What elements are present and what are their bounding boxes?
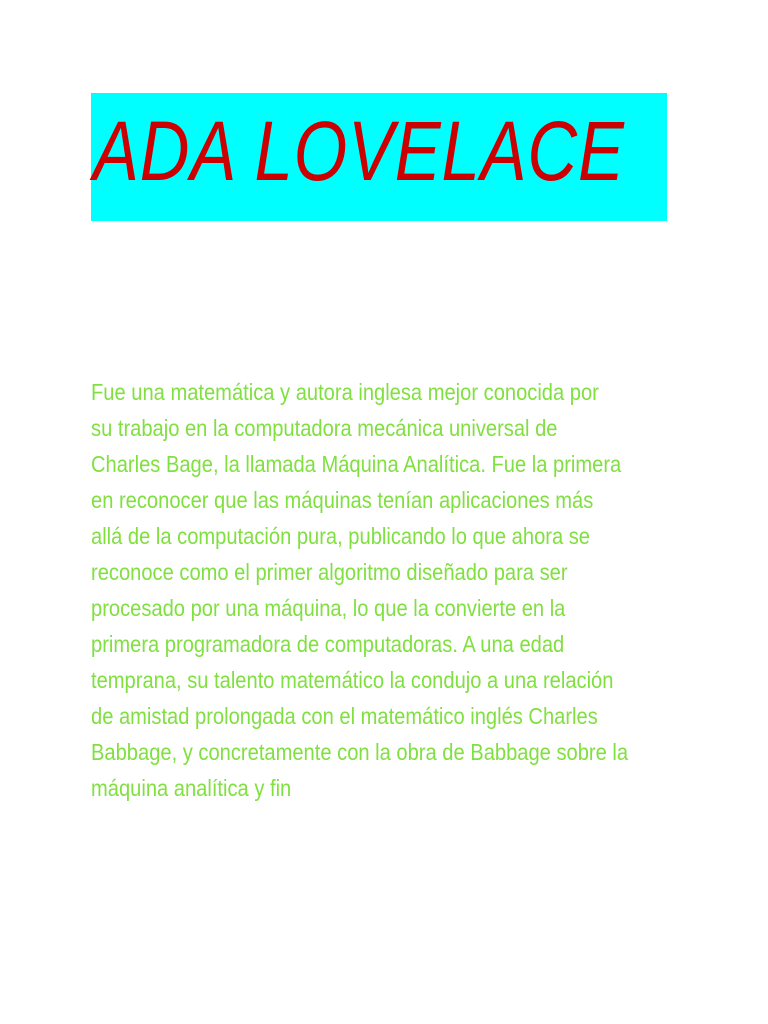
paragraph-line: procesado por una máquina, lo que la convierte en la	[91, 595, 566, 621]
paragraph-line: en reconocer que las máquinas tenían aplicaciones más	[91, 487, 594, 513]
page-title: ADA LOVELACE	[93, 104, 625, 198]
paragraph-line: temprana, su talento matemático la condujo a una relación	[91, 667, 614, 693]
paragraph-line: máquina analítica y fin	[91, 775, 292, 801]
paragraph-line: su trabajo en la computadora mecánica universal de	[91, 415, 558, 441]
paragraph-line: allá de la computación pura, publicando lo que ahora se	[91, 523, 591, 549]
paragraph-line: Fue una matemática y autora inglesa mejor conocida por	[91, 379, 599, 405]
paragraph-line: primera programadora de computadoras. A una edad	[91, 631, 565, 657]
paragraph-line: de amistad prolongada con el matemático inglés Charles	[91, 703, 598, 729]
paragraph-line: Charles Bage, la llamada Máquina Analítica. Fue la primera	[91, 451, 622, 477]
title-banner	[91, 93, 667, 221]
paragraph-line: Babbage, y concretamente con la obra de Babbage sobre la	[91, 739, 629, 765]
body-paragraph	[91, 374, 629, 806]
paragraph-line: reconoce como el primer algoritmo diseñado para ser	[91, 559, 568, 585]
